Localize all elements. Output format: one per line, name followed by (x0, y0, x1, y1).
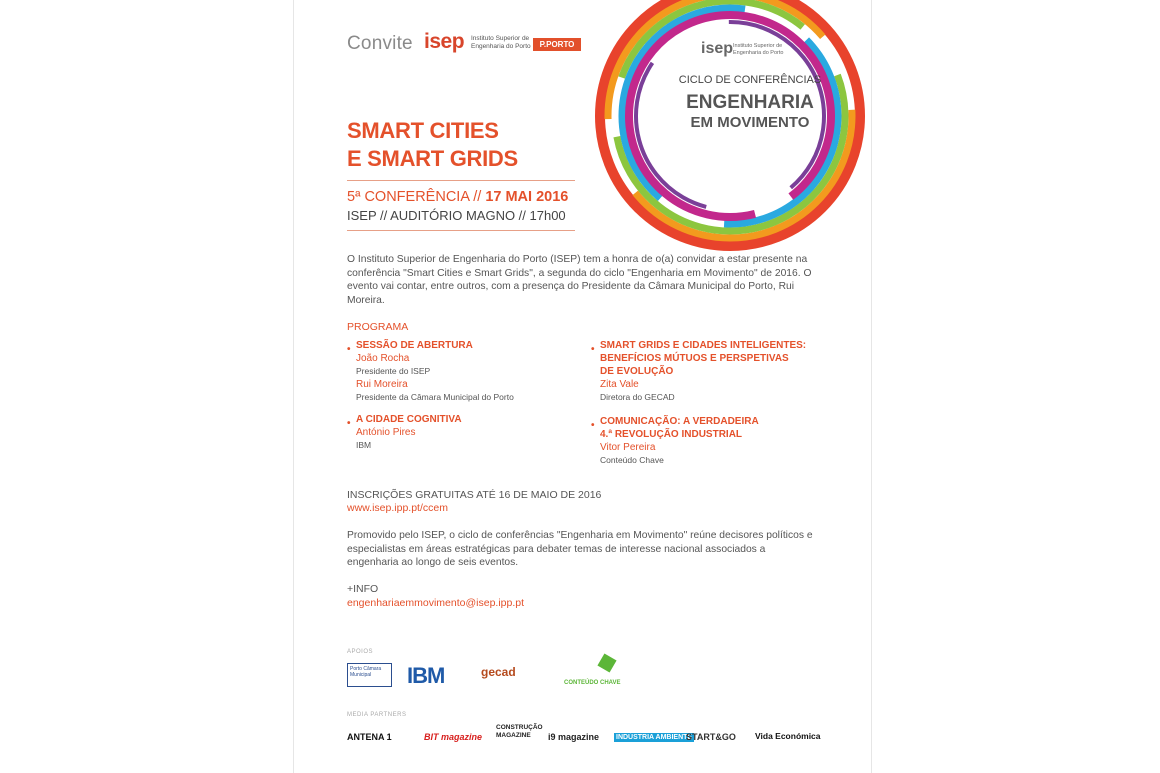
program-item (347, 339, 514, 402)
divider-top (347, 180, 575, 181)
speaker-name: Rui Moreira (356, 379, 408, 390)
supporter-conteudo-chave-icon (597, 653, 616, 672)
supporters-label: APOIOS (347, 649, 374, 655)
program-item-title-line: COMUNICAÇÃO: A VERDADEIRA (600, 416, 759, 427)
invite-label: Convite (347, 33, 413, 54)
badge-title-line1: ENGENHARIA (686, 92, 814, 113)
program-item-title-line: 4.ª REVOLUÇÃO INDUSTRIAL (600, 429, 743, 440)
media-bit-logo: BIT magazine (424, 732, 483, 742)
speaker-role: Presidente do ISEP (356, 366, 431, 376)
conference-number (347, 189, 568, 205)
media-antena1-logo: ANTENA 1 (347, 732, 392, 742)
badge-isep-logo (701, 40, 811, 64)
conference-date: 17 MAI 2016 (485, 189, 569, 205)
badge-title-line2: EM MOVIMENTO (690, 114, 810, 131)
event-title-line2: E SMART GRIDS (347, 146, 518, 171)
bullet: • (591, 344, 595, 355)
promo-paragraph: Promovido pelo ISEP, o ciclo de conferências "Engenharia em Movimento" reúne decisores políticos e especialistas em áreas estratégicas para debater temas de interesse nacional associados a engenharia ao longo de seis eventos. (347, 530, 813, 568)
speaker-name: Zita Vale (600, 379, 639, 390)
badge-isep-name: Instituto Superior de Engenharia do Porto (733, 43, 784, 56)
intro-paragraph: O Instituto Superior de Engenharia do Porto (ISEP) tem a honra de o(a) convidar a estar presente na conferência "Smart Cities e Smart Grids", a segunda do ciclo "Engenharia em Movimento" de 2016. O evento vai contar, entre outros, com a presença do Presidente da Câmara Municipal do Porto, Rui Moreira. (347, 254, 812, 306)
event-title-line1: SMART CITIES (347, 118, 499, 143)
supporter-gecad-logo: gecad (481, 665, 516, 679)
supporter-ibm-logo: IBM (407, 663, 445, 688)
event-venue: ISEP // AUDITÓRIO MAGNO // 17h00 (347, 208, 566, 223)
isep-logo-mark: isep (424, 30, 465, 53)
media-i9-logo: i9 magazine (548, 732, 600, 742)
media-partners-label: MEDIA PARTNERS (347, 712, 407, 718)
badge-isep-mark: isep (701, 40, 734, 57)
program-item (591, 339, 807, 402)
program-item-title-line: BENEFÍCIOS MÚTUOS E PERSPETIVAS (600, 353, 789, 364)
speaker-name: António Pires (356, 427, 416, 438)
contact-email-link[interactable]: engenhariaemmovimento@isep.ipp.pt (347, 597, 525, 609)
pporto-logo: P.PORTO (533, 38, 581, 51)
speaker-role: Diretora do GECAD (600, 392, 675, 402)
program-item-title-line: SMART GRIDS E CIDADES INTELIGENTES: (600, 340, 807, 351)
supporter-conteudo-chave-logo: CONTEÚDO CHAVE (564, 680, 621, 686)
speaker-role: IBM (356, 440, 372, 450)
bullet: • (591, 420, 595, 431)
isep-logo (424, 30, 531, 60)
conference-prefix: 5ª CONFERÊNCIA // (347, 189, 486, 205)
speaker-role: Presidente da Câmara Municipal do Porto (356, 392, 514, 402)
event-title (347, 117, 518, 173)
divider-bottom (347, 230, 575, 231)
signup-text: INSCRIÇÕES GRATUITAS ATÉ 16 DE MAIO DE 2016 (347, 489, 602, 501)
program-label: PROGRAMA (347, 321, 409, 333)
program-item-title: A CIDADE COGNITIVA (356, 414, 462, 425)
program-item (591, 415, 759, 465)
speaker-role: Conteúdo Chave (600, 455, 664, 465)
bullet: • (347, 418, 351, 429)
bullet: • (347, 344, 351, 355)
media-vida-economica-logo: Vida Económica (755, 731, 821, 741)
supporter-porto-logo: Porto Câmara Municipal (347, 663, 392, 687)
signup-link[interactable]: www.isep.ipp.pt/ccem (347, 502, 448, 514)
program-item-title-line: DE EVOLUÇÃO (600, 366, 674, 377)
program-item-title: SESSÃO DE ABERTURA (356, 340, 473, 351)
speaker-name: João Rocha (356, 353, 410, 364)
media-construcao-logo: CONSTRUÇÃO MAGAZINE (496, 724, 543, 739)
isep-logo-name: Instituto Superior de Engenharia do Porto (471, 35, 531, 50)
speaker-name: Vitor Pereira (600, 442, 656, 453)
program-item (347, 413, 462, 450)
media-industria-ambiente-logo: INDÚSTRIA AMBIENTE (616, 734, 693, 741)
media-startgo-logo: START&GO (686, 732, 736, 742)
invitation-page (293, 0, 872, 773)
badge-ciclo: CICLO DE CONFERÊNCIAS (678, 74, 822, 86)
info-label: +INFO (347, 583, 379, 595)
